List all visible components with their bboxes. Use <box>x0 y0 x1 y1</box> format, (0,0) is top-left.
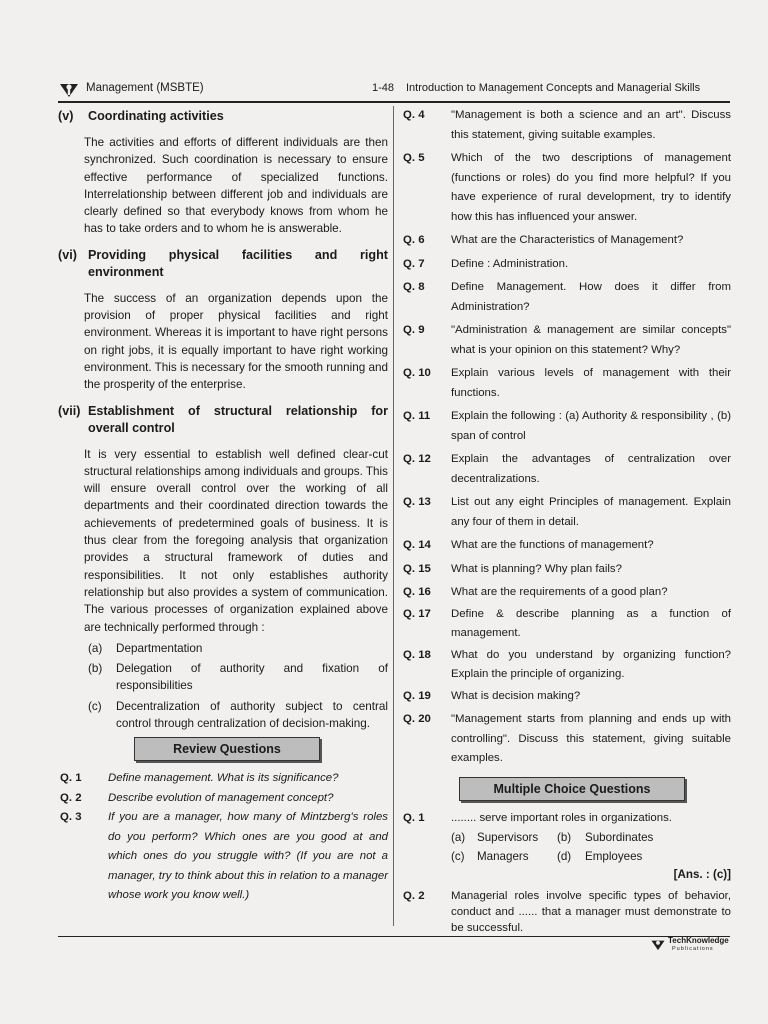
mcq-heading: Multiple Choice Questions <box>459 777 685 801</box>
question-text: List out any eight Principles of management. Explain any four of them in detail. <box>451 496 731 528</box>
question-number: Q. 2 <box>403 890 425 902</box>
header-rule <box>58 101 730 103</box>
question-text: Explain various levels of management with their functions. <box>451 367 731 399</box>
list-label: (a) <box>88 641 103 655</box>
section-number: (vii) <box>58 403 81 418</box>
mcq-heading-wrap <box>459 777 731 801</box>
review-heading-wrap <box>134 737 388 761</box>
techknowledge-logo-icon <box>650 938 666 952</box>
list-text: Departmentation <box>116 641 203 655</box>
review-question <box>403 278 731 317</box>
question-text: Define Management. How does it differ from Administration? <box>451 281 731 313</box>
list-item <box>88 660 388 695</box>
review-questions-heading: Review Questions <box>134 737 320 761</box>
review-question <box>403 536 731 556</box>
section-number: (v) <box>58 109 74 123</box>
review-question <box>403 493 731 532</box>
option-label: (a) <box>451 831 466 844</box>
publisher-sub: Publications <box>672 946 714 952</box>
publisher-logo <box>650 936 730 958</box>
question-number: Q. 6 <box>403 234 425 246</box>
section-heading-v <box>58 108 388 125</box>
section-title-line2: environment <box>88 264 164 279</box>
option-label: (c) <box>451 850 465 863</box>
question-number: Q. 2 <box>60 791 82 804</box>
review-question <box>403 450 731 489</box>
question-number: Q. 7 <box>403 257 425 270</box>
mcq-list <box>403 809 731 937</box>
list-item <box>88 640 388 657</box>
question-text: Define management. What is its significance? <box>108 772 339 785</box>
question-text: "Administration & management are similar concepts" what is your opinion on this statement? Why? <box>451 324 731 356</box>
footer-rule <box>58 936 730 937</box>
review-question <box>403 321 731 360</box>
review-question <box>58 769 388 789</box>
book-title: Management (MSBTE) <box>86 82 204 94</box>
chapter-title: Introduction to Management Concepts and Managerial Skills <box>406 82 701 94</box>
question-number: Q. 1 <box>403 811 425 824</box>
publisher-name: TechKnowledge <box>668 936 729 945</box>
question-text: "Management starts from planning and ends up with controlling". Discuss this statement, giving suitable examples. <box>451 713 731 764</box>
review-question <box>403 583 731 603</box>
review-question <box>403 605 731 644</box>
page-number: 1-48 <box>372 82 395 94</box>
section-heading-vi <box>58 247 388 281</box>
list-label: (c) <box>88 699 102 713</box>
review-question <box>403 646 731 685</box>
question-text: Which of the two descriptions of management (functions or roles) do you find more helpful? If you have experience of rural development, try to identify how this has influenced your answer. <box>451 152 731 223</box>
option-text: Subordinates <box>585 831 654 844</box>
mcq-options <box>451 828 731 866</box>
review-question <box>403 687 731 707</box>
option-text: Employees <box>585 850 643 863</box>
question-number: Q. 20 <box>403 713 431 725</box>
question-number: Q. 3 <box>60 811 82 824</box>
question-number: Q. 18 <box>403 648 431 661</box>
column-divider <box>393 106 394 926</box>
question-text: What do you understand by organizing function? Explain the principle of organizing. <box>451 648 731 680</box>
techknowledge-logo-icon <box>58 81 80 99</box>
question-number: Q. 10 <box>403 367 431 379</box>
list-item <box>88 698 388 733</box>
question-text: If you are a manager, how many of Mintzberg's roles do you perform? Which ones are you good at and which ones do you struggle with? (If you are not a manager, try to think about this in relation to a manager whose work you know well.) <box>108 811 388 902</box>
section-paragraph-vii: It is very essential to establish well defined clear-cut structural relationships among individuals and groups. This will ensure overall control over the working of all departments and their coordinated direction towards the achievements of predetermined goals of business. It is thus clear from the foregoing analysis that organization provides a structural framework of duties and responsibilities. It not only establishes authority relationship but also provides a system of communication. The various processes of organization explained above are technically performed through : <box>84 447 388 634</box>
review-question <box>58 808 388 906</box>
review-question <box>403 407 731 446</box>
mcq-answer: [Ans. : (c)] <box>673 868 731 881</box>
review-question <box>403 364 731 403</box>
section-title-line1: Providing physical facilities and right <box>88 247 388 262</box>
section-heading-vii <box>58 403 388 437</box>
review-question <box>403 106 731 145</box>
question-text: Define : Administration. <box>451 257 569 270</box>
question-number: Q. 9 <box>403 324 425 336</box>
review-question <box>58 789 388 809</box>
question-number: Q. 5 <box>403 152 425 164</box>
question-text: Explain the advantages of centralization over decentralizations. <box>451 453 731 485</box>
option-label: (b) <box>557 831 572 844</box>
question-text: What are the Characteristics of Management? <box>451 234 684 246</box>
question-number: Q. 15 <box>403 562 431 575</box>
question-text: What are the requirements of a good plan? <box>451 586 668 598</box>
question-text: What is decision making? <box>451 689 581 702</box>
running-header <box>58 80 730 102</box>
option-text: Supervisors <box>477 831 539 844</box>
question-text: Managerial roles involve specific types of behavior, conduct and ...... that a manager must demonstrate to be successful. <box>451 890 731 934</box>
question-number: Q. 17 <box>403 607 431 620</box>
review-question <box>403 560 731 580</box>
list-text: Delegation of authority and fixation of responsibilities <box>116 662 388 693</box>
question-text: Explain the following : (a) Authority & responsibility , (b) span of control <box>451 410 731 442</box>
question-text: Define & describe planning as a function of management. <box>451 607 731 639</box>
methods-list <box>58 640 388 732</box>
list-text: Decentralization of authority subject to central control through centralization of decision-making. <box>116 699 388 731</box>
review-question <box>403 149 731 227</box>
review-questions-continued <box>403 106 731 769</box>
mcq-question <box>403 809 731 829</box>
question-number: Q. 19 <box>403 689 431 702</box>
section-title-line1: Establishment of structural relationship for <box>88 403 388 418</box>
question-text: What are the functions of management? <box>451 539 654 551</box>
left-column <box>58 106 388 906</box>
review-questions-list <box>58 769 388 906</box>
section-title-line2: overall control <box>88 420 175 435</box>
question-text: What is planning? Why plan fails? <box>451 562 622 575</box>
question-number: Q. 14 <box>403 539 431 551</box>
option-text: Managers <box>477 850 529 863</box>
review-question <box>403 710 731 769</box>
question-number: Q. 4 <box>403 109 425 121</box>
question-text: ........ serve important roles in organizations. <box>451 811 672 824</box>
question-number: Q. 8 <box>403 281 425 293</box>
mcq-question <box>403 888 731 936</box>
question-number: Q. 12 <box>403 453 431 465</box>
question-number: Q. 16 <box>403 586 431 598</box>
section-number: (vi) <box>58 247 77 262</box>
question-number: Q. 1 <box>60 772 82 785</box>
question-text: Describe evolution of management concept? <box>108 791 334 804</box>
right-column <box>403 106 731 936</box>
review-question <box>403 255 731 275</box>
section-paragraph-vi: The success of an organization depends upon the provision of proper physical facilities and right environment. Whereas it is important to have right persons on right jobs, it is equally important to have right working environment. This is necessary for the smooth running and the prosperity of the enterprise. <box>84 291 388 392</box>
question-number: Q. 11 <box>403 410 431 422</box>
review-question <box>403 231 731 251</box>
list-label: (b) <box>88 662 103 676</box>
option-label: (d) <box>557 850 572 863</box>
question-number: Q. 13 <box>403 496 431 508</box>
section-title: Coordinating activities <box>88 109 224 123</box>
question-text: "Management is both a science and an art". Discuss this statement, giving suitable examples. <box>451 109 731 141</box>
section-paragraph-v: The activities and efforts of different individuals are then synchronized. Such coordination is necessary to ensure effective performance of specialized functions. Interrelationship between different job and individuals are clearly defined so that everybody knows from whom he has to take orders and to whom he is answerable. <box>84 136 388 236</box>
